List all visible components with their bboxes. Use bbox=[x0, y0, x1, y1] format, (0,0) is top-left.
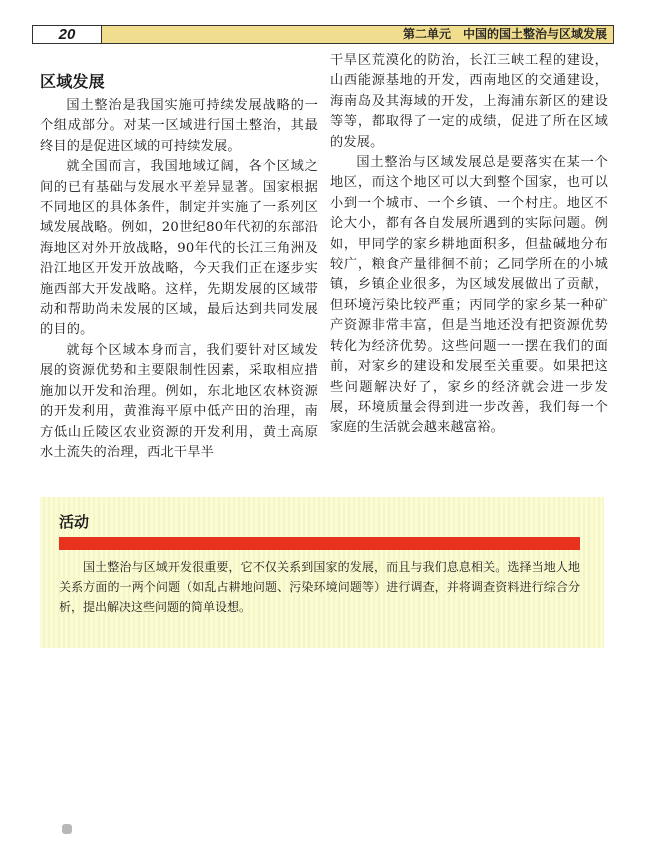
page-header bbox=[32, 25, 614, 44]
left-column bbox=[40, 70, 318, 463]
paragraph: 就全国而言，我国地域辽阔，各个区域之间的已有基础与发展水平差异显著。国家根据不同地区的具体条件，制定并实施了一系列区域发展战略。例如，20世纪80年代初的东部沿海地区对外开放战略，90年代的长江三角洲及沿江地区开发开放战略，今天我们正在逐步实施西部大开发战略。这样，先期发展的区域带动和帮助尚未发展的区域，最后达到共同发展的目的。 bbox=[40, 159, 318, 338]
scan-mark-icon bbox=[62, 824, 72, 834]
activity-title: 活动 bbox=[59, 513, 90, 531]
activity-text: 国土整治与区域开发很重要，它不仅关系到国家的发展，而且与我们息息相关。选择当地人地关系方面的一两个问题（如乱占耕地问题、污染环境问题等）进行调查，并将调查资料进行综合分析，提出解决这些问题的简单设想。 bbox=[59, 560, 580, 614]
page-number: 20 bbox=[33, 26, 102, 43]
paragraph: 国土整治是我国实施可持续发展战略的一个组成部分。对某一区域进行国土整治，其最终目的是促进区域的可持续发展。 bbox=[40, 98, 318, 154]
paragraph-continuation: 干旱区荒漠化的防治，长江三峡工程的建设，山西能源基地的开发，西南地区的交通建设，海南岛及其海域的开发，上海浦东新区的建设等等，都取得了一定的成绩，促进了所在区域的发展。 bbox=[330, 53, 608, 150]
paragraph: 就每个区域本身而言，我们要针对区域发展的资源优势和主要限制性因素，采取相应措施加以开发和治理。例如，东北地区农林资源的开发利用，黄淮海平原中低产田的治理，南方低山丘陵区农业资源的开发利用，黄土高原水土流失的治理，西北干旱半 bbox=[40, 342, 318, 460]
right-column bbox=[330, 51, 608, 439]
section-title: 区域发展 bbox=[40, 72, 105, 91]
activity-box bbox=[40, 497, 604, 648]
activity-red-bar bbox=[59, 537, 580, 550]
chapter-title: 第二单元 中国的国土整治与区域发展 bbox=[402, 27, 607, 41]
paragraph: 国土整治与区域发展总是要落实在某一个地区，而这个地区可以大到整个国家，也可以小到一个城市、一个乡镇、一个村庄。地区不论大小，都有各自发展所遇到的实际问题。例如，甲同学的家乡耕地面积多，但盐碱地分布较广，粮食产量徘徊不前；乙同学所在的小城镇，乡镇企业很多，为区域发展做出了贡献，但环境污染比较严重；丙同学的家乡某一种矿产资源非常丰富，但是当地还没有把资源优势转化为经济优势。这些问题一一摆在我们的面前，对家乡的建设和发展至关重要。如果把这些问题解决好了，家乡的经济就会进一步发展，环境质量会得到进一步改善，我们每一个家庭的生活就会越来越富裕。 bbox=[330, 155, 608, 436]
